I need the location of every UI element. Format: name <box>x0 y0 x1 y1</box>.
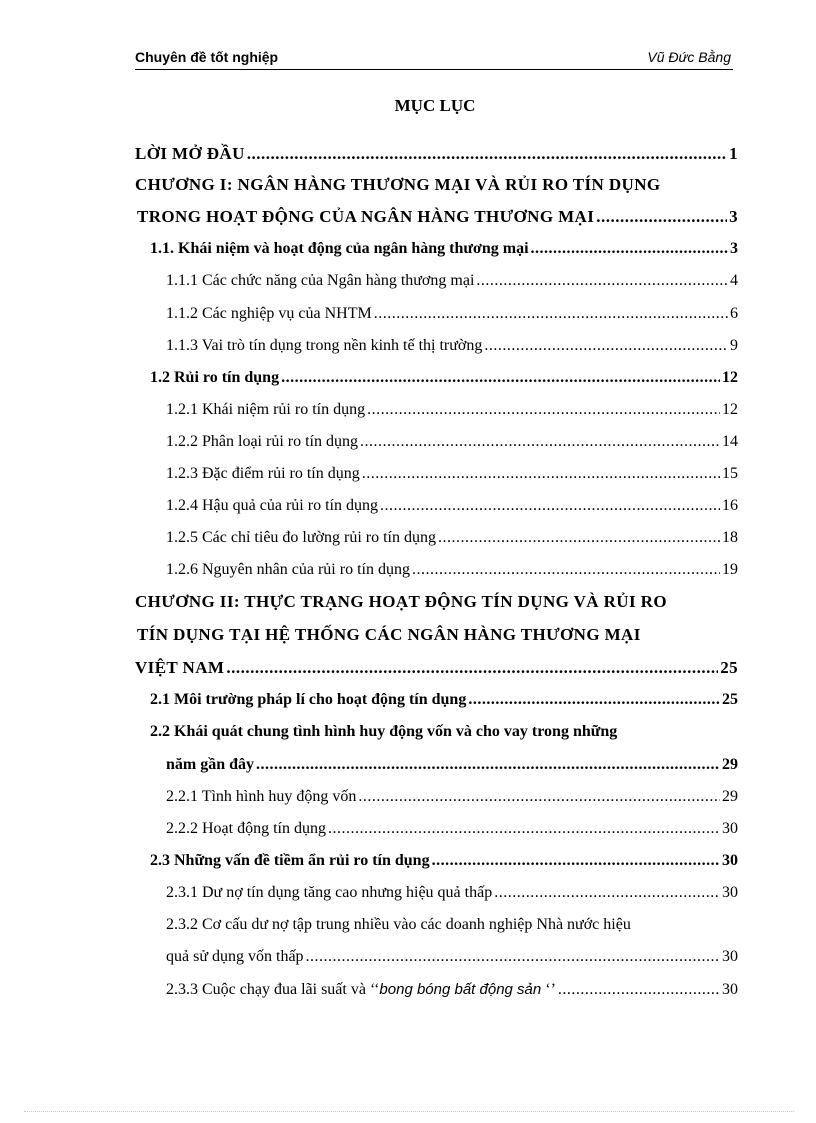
toc-entry-chapter-2[interactable]: CHƯƠNG II: THỰC TRẠNG HOẠT ĐỘNG TÍN DỤNG VÀ RỦI RO <box>135 592 667 611</box>
page-number: 30 <box>722 948 738 965</box>
leader-dots <box>358 785 720 809</box>
leader-dots <box>484 334 728 358</box>
toc-entry-intro[interactable]: LỜI MỞ ĐẦU ..... 1 <box>135 142 738 166</box>
page-title: MỤC LỤC <box>394 96 476 115</box>
leader-dots <box>247 142 727 166</box>
toc-entry-1-2-1[interactable]: 1.2.1 Khái niệm rủi ro tín dụng ..... 12 <box>166 398 738 422</box>
leader-dots <box>362 462 720 486</box>
page-number: 16 <box>722 497 738 514</box>
page-number: 30 <box>722 852 738 869</box>
page-number: 29 <box>722 788 738 805</box>
toc-entry-2-3-3[interactable]: 2.3.3 Cuộc chạy đua lãi suất và ‘‘bong bóng bất động sản ‘’ ..... 30 <box>166 978 738 1002</box>
page-number: 30 <box>722 981 738 998</box>
leader-dots <box>226 656 718 680</box>
toc-entry-2-3-2-cont[interactable]: quả sử dụng vốn thấp ..... 30 <box>166 945 738 969</box>
leader-dots <box>374 302 728 326</box>
toc-entry-2-3-1[interactable]: 2.3.1 Dư nợ tín dụng tăng cao nhưng hiệu quả thấp ..... 30 <box>166 881 738 905</box>
page-number: 14 <box>722 433 738 450</box>
page-header <box>135 47 733 70</box>
page-number: 19 <box>722 561 738 578</box>
page-number: 30 <box>722 884 738 901</box>
leader-dots <box>476 269 728 293</box>
toc-entry-2-2-1[interactable]: 2.2.1 Tình hình huy động vốn ..... 29 <box>166 785 738 809</box>
toc-entry-2-2-cont[interactable]: năm gần đây ..... 29 <box>166 753 738 777</box>
page-number: 15 <box>722 465 738 482</box>
toc-entry-1-2-5[interactable]: 1.2.5 Các chỉ tiêu đo lường rủi ro tín dụng ..... 18 <box>166 526 738 550</box>
page-number: 3 <box>730 240 738 257</box>
page-number: 12 <box>722 401 738 418</box>
toc-entry-1-1-2[interactable]: 1.1.2 Các nghiệp vụ của NHTM ..... 6 <box>166 302 738 326</box>
leader-dots <box>367 398 720 422</box>
toc-entry-1-1-1[interactable]: 1.1.1 Các chức năng của Ngân hàng thương mại ..... 4 <box>166 269 738 293</box>
page-bottom-border <box>24 1111 794 1113</box>
leader-dots <box>531 237 728 261</box>
toc-entry-1-2[interactable]: 1.2 Rủi ro tín dụng ..... 12 <box>150 366 738 390</box>
toc-entry-1-1[interactable]: 1.1. Khái niệm và hoạt động của ngân hàng thương mại ..... 3 <box>150 237 738 261</box>
page-number: 4 <box>730 272 738 289</box>
toc-entry-2-2-2[interactable]: 2.2.2 Hoạt động tín dụng ..... 30 <box>166 817 738 841</box>
page-number: 6 <box>730 305 738 322</box>
leader-dots <box>328 817 720 841</box>
page-number: 1 <box>729 144 738 163</box>
toc-entry-2-3-2[interactable]: 2.3.2 Cơ cấu dư nợ tập trung nhiều vào các doanh nghiệp Nhà nước hiệu <box>166 916 631 933</box>
toc-entry-chapter-1-cont[interactable]: TRONG HOẠT ĐỘNG CỦA NGÂN HÀNG THƯƠNG MẠI ..... 3 <box>137 205 738 229</box>
toc-entry-1-2-2[interactable]: 1.2.2 Phân loại rủi ro tín dụng ..... 14 <box>166 430 738 454</box>
page-number: 25 <box>720 658 738 677</box>
leader-dots <box>468 688 720 712</box>
toc-entry-1-2-6[interactable]: 1.2.6 Nguyên nhân của rủi ro tín dụng ..... 19 <box>166 558 738 582</box>
toc-entry-chapter-2-cont[interactable]: TÍN DỤNG TẠI HỆ THỐNG CÁC NGÂN HÀNG THƯƠNG MẠI <box>137 625 641 644</box>
page-number: 29 <box>722 756 738 773</box>
toc-entry-2-1[interactable]: 2.1 Môi trường pháp lí cho hoạt động tín dụng ..... 25 <box>150 688 738 712</box>
leader-dots <box>281 366 720 390</box>
italic-term: bong bóng bất động sản <box>379 981 542 998</box>
toc-entry-2-3[interactable]: 2.3 Những vấn đề tiềm ẩn rủi ro tín dụng ..... 30 <box>150 849 738 873</box>
toc-entry-1-2-3[interactable]: 1.2.3 Đặc điểm rủi ro tín dụng ..... 15 <box>166 462 738 486</box>
header-title: Chuyên đề tốt nghiệp <box>135 49 279 65</box>
page-number: 9 <box>730 337 738 354</box>
page-number: 12 <box>722 369 738 386</box>
toc-entry-chapter-2-end[interactable]: VIỆT NAM ..... 25 <box>135 656 738 680</box>
leader-dots <box>306 945 720 969</box>
leader-dots <box>432 849 720 873</box>
page-number: 18 <box>722 529 738 546</box>
leader-dots <box>558 978 720 1002</box>
leader-dots <box>438 526 720 550</box>
leader-dots <box>380 494 720 518</box>
leader-dots <box>256 753 720 777</box>
leader-dots <box>596 205 727 229</box>
leader-dots <box>494 881 720 905</box>
toc-entry-2-2[interactable]: 2.2 Khái quát chung tình hình huy động vốn và cho vay trong những <box>150 723 618 740</box>
toc-entry-1-2-4[interactable]: 1.2.4 Hậu quả của rủi ro tín dụng ..... 16 <box>166 494 738 518</box>
page-number: 3 <box>729 207 738 226</box>
page-number: 25 <box>722 691 738 708</box>
page-number: 30 <box>722 820 738 837</box>
toc-entry-1-1-3[interactable]: 1.1.3 Vai trò tín dụng trong nền kinh tế thị trường ..... 9 <box>166 334 738 358</box>
header-author: Vũ Đức Bằng <box>647 49 731 65</box>
toc-entry-chapter-1[interactable]: CHƯƠNG I: NGÂN HÀNG THƯƠNG MẠI VÀ RỦI RO TÍN DỤNG <box>135 175 661 194</box>
leader-dots <box>412 558 720 582</box>
leader-dots <box>360 430 720 454</box>
